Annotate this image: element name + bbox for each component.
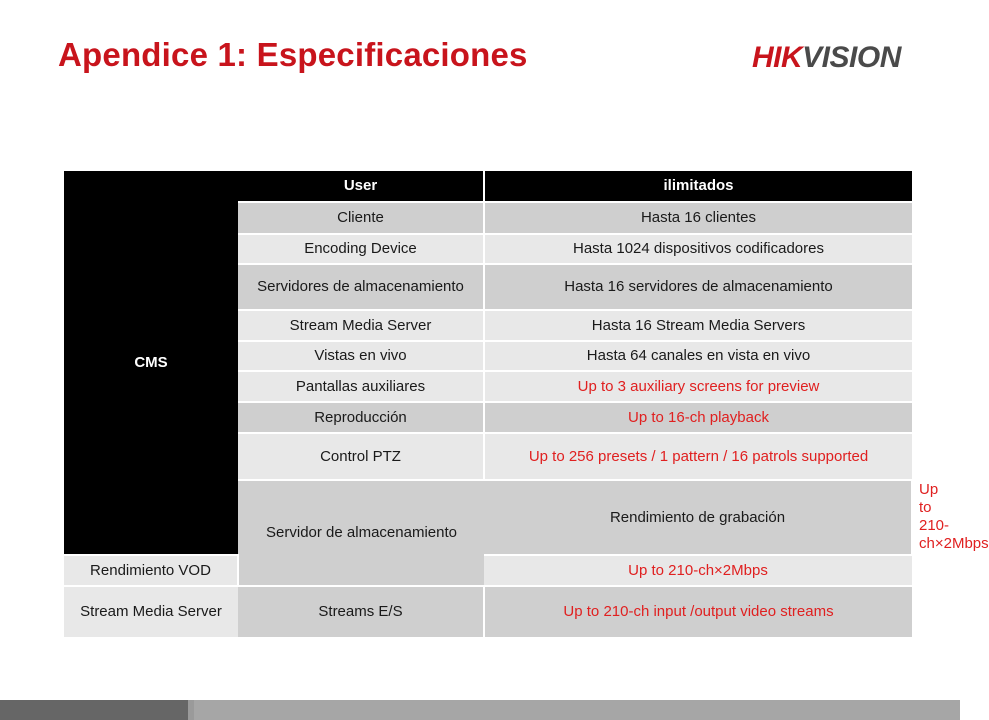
row-value: Up to 210-ch input /output video streams [484,586,912,638]
row-label: Rendimiento VOD [64,555,238,586]
row-value: Up to 16-ch playback [484,402,912,433]
row-value: Hasta 16 servidores de almacenamiento [484,264,912,310]
row-label: Cliente [238,202,484,234]
table-row [64,586,912,638]
row-value: Hasta 1024 dispositivos codificadores [484,234,912,264]
row-label: Pantallas auxiliares [238,371,484,402]
row-value: Hasta 16 Stream Media Servers [484,310,912,341]
row-label: Reproducción [238,402,484,433]
slide-title: Apendice 1: Especificaciones [58,36,528,73]
group-storage-server: Servidor de almacenamiento [238,480,484,586]
group-stream-media-server: Stream Media Server [64,586,238,638]
header-ilimitados: ilimitados [484,171,912,202]
row-value: Up to 210-ch×2Mbps [484,555,912,586]
table-header-row [64,171,912,202]
row-label: Streams E/S [238,586,484,638]
group-cms: CMS [64,171,238,555]
row-label: Vistas en vivo [238,341,484,371]
row-value: Up to 3 auxiliary screens for preview [484,371,912,402]
hikvision-logo [752,41,901,75]
logo-part-vision: VISION [802,41,901,74]
row-label: Encoding Device [238,234,484,264]
row-label: Rendimiento de grabación [484,480,912,555]
header-user: User [238,171,484,202]
table-row: Servidor de almacenamiento Rendimiento de grabación Up to 210-ch×2Mbps [64,480,912,555]
footer-bar-left-segment [0,700,188,720]
row-value: Up to 256 presets / 1 pattern / 16 patrols supported [484,433,912,480]
row-label: Stream Media Server [238,310,484,341]
row-value: Hasta 64 canales en vista en vivo [484,341,912,371]
footer-bar [0,700,960,720]
row-label: Control PTZ [238,433,484,480]
row-value: Hasta 16 clientes [484,202,912,234]
table-row [64,555,912,586]
logo-part-hik: HIK [752,41,803,74]
footer-bar-right-segment [194,700,960,720]
specifications-table [64,171,989,639]
row-label: Servidores de almacenamiento [238,264,484,310]
